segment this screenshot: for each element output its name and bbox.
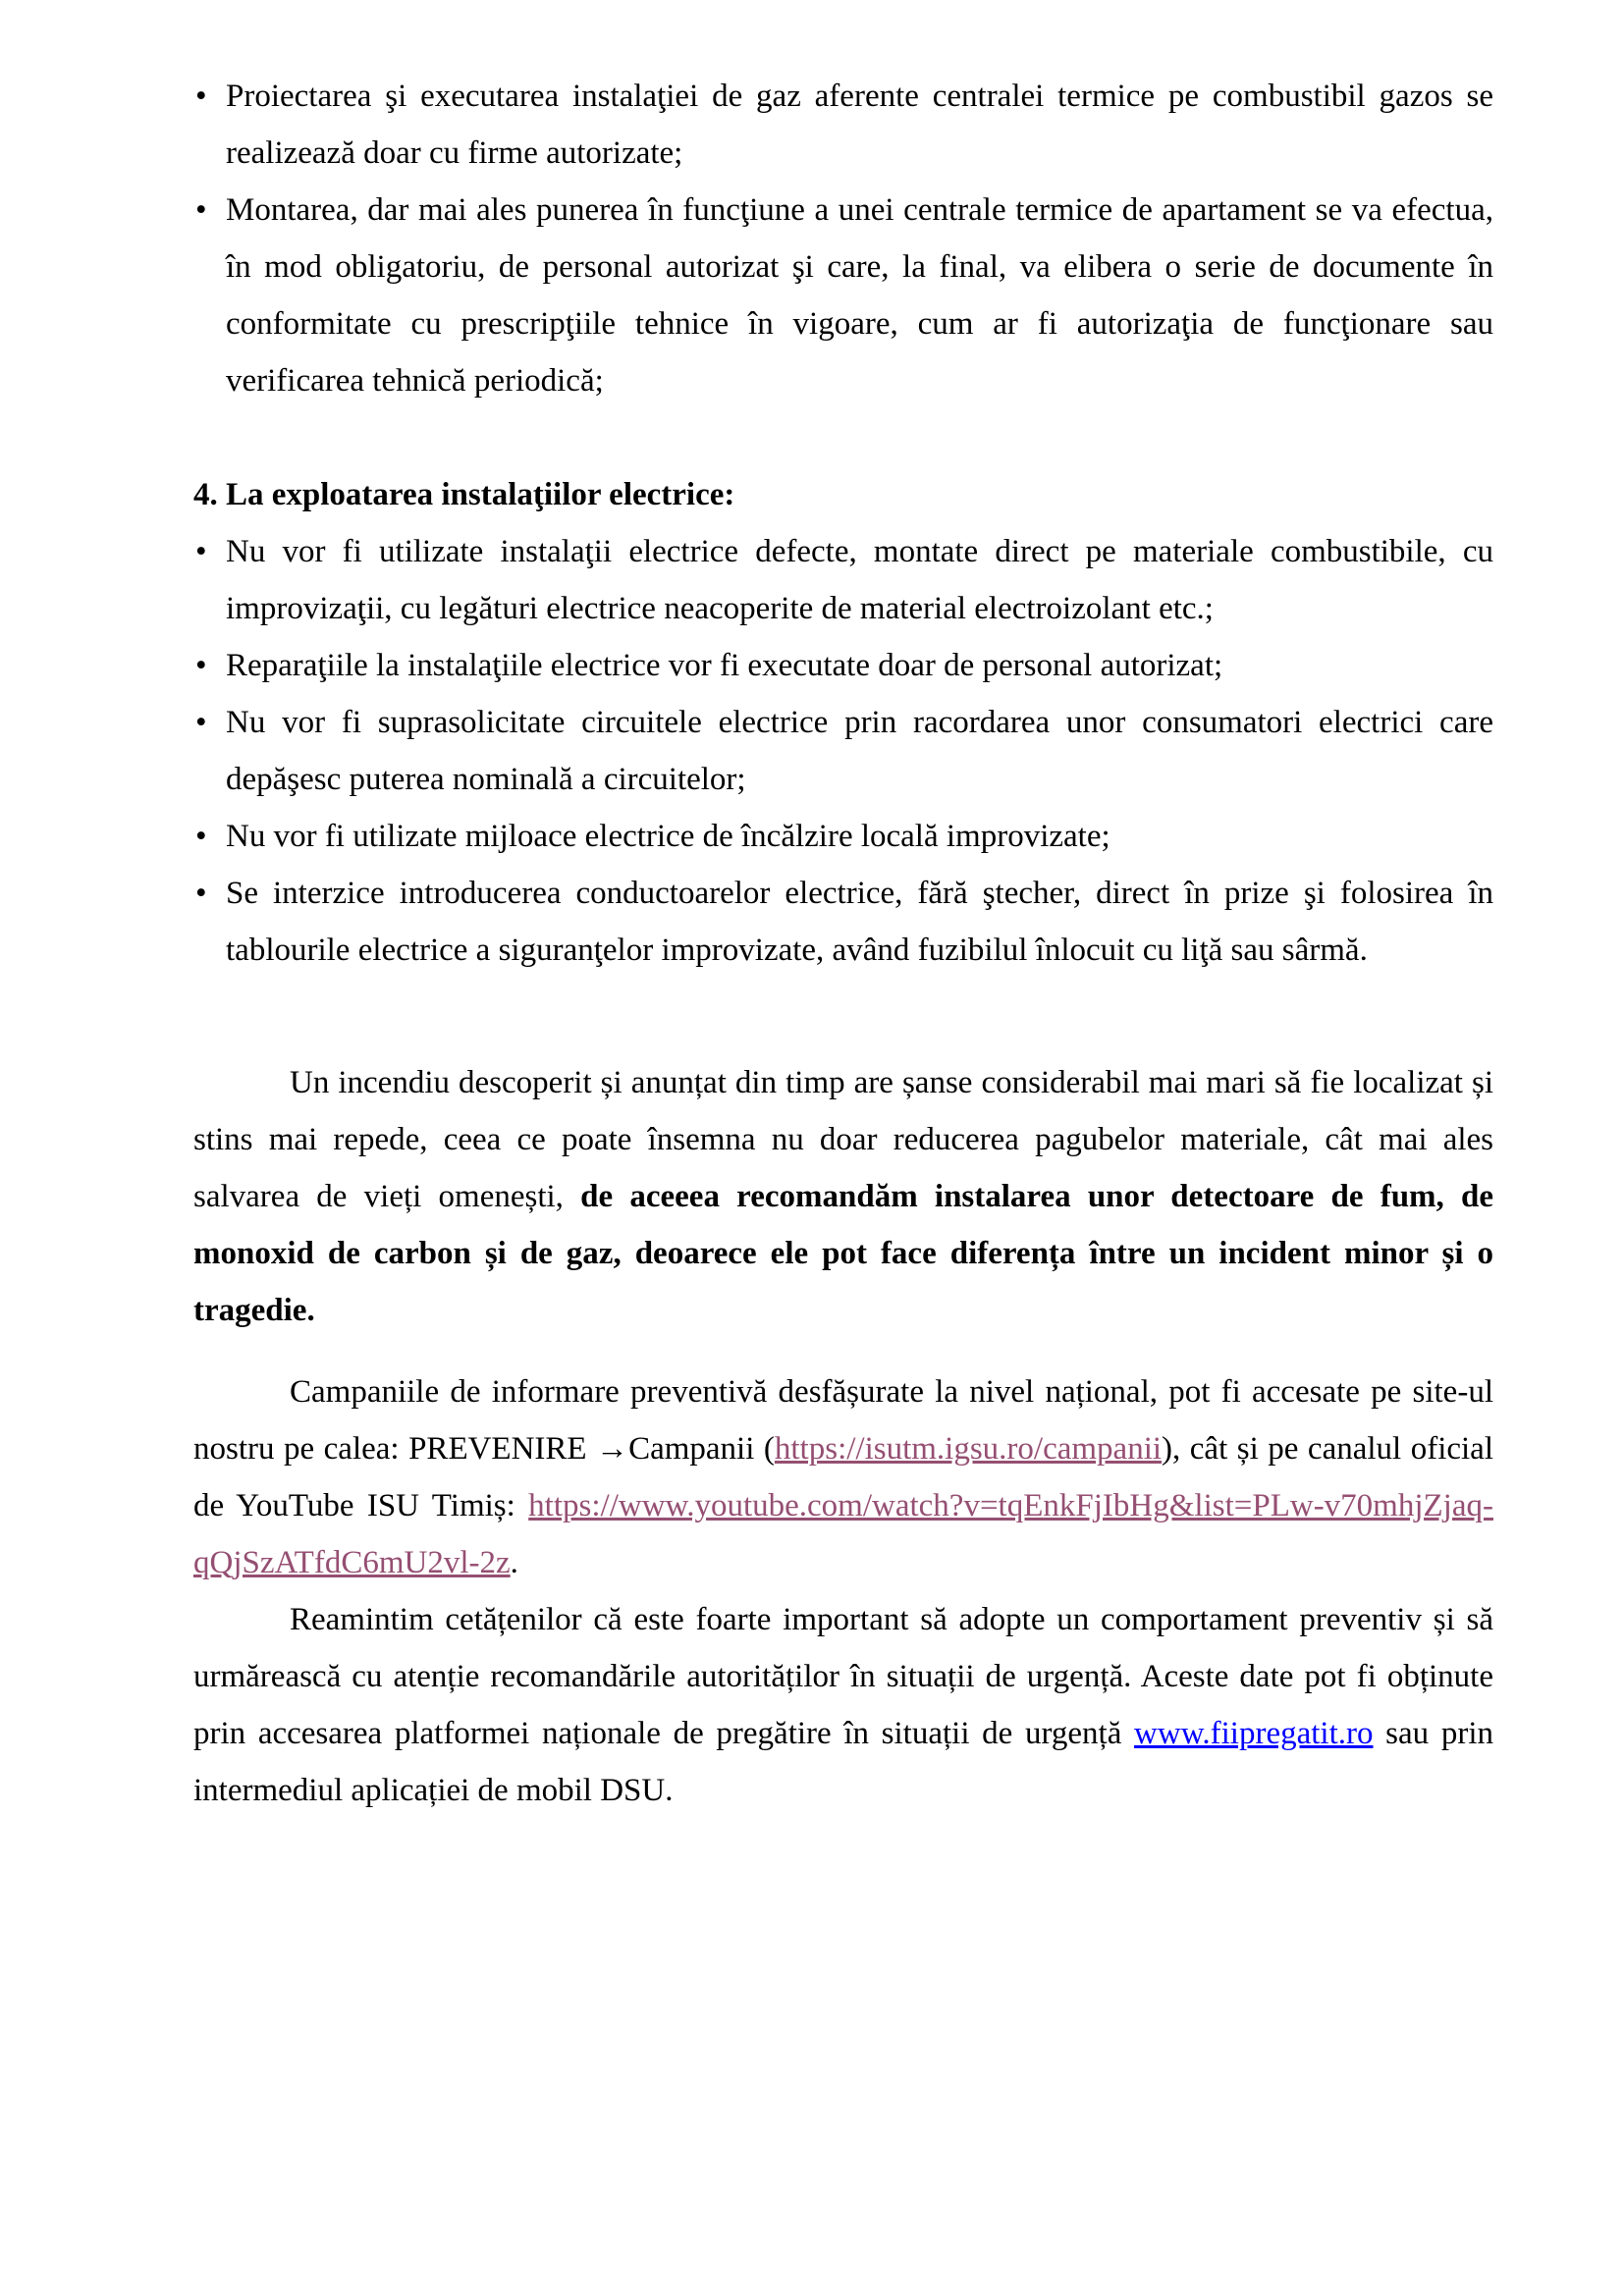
list-item [193, 68, 1493, 182]
bullet-icon: • [195, 192, 207, 228]
list-item-text: Nu vor fi utilizate instalaţii electrice defecte, montate direct pe materiale combustibile, cu improvizaţii, cu legături electrice neacoperite de material electroizolant etc.; [226, 534, 1493, 626]
list-item [193, 865, 1493, 979]
paragraph-reminder [193, 1591, 1493, 1819]
list-item-text: Se interzice introducerea conductoarelor electrice, fără ştecher, direct în prize şi folosirea în tablourile electrice a siguranţelor improvizate, având fuzibilul înlocuit cu liţă sau sârmă. [226, 876, 1493, 968]
document-body [193, 0, 1493, 1819]
paragraph-bold-recommendation: de aceeea recomandăm instalarea unor detectoare de fum, de monoxid de carbon și de gaz, deoarece ele pot face diferența între un incident minor și o tragedie. [193, 1179, 1493, 1328]
list-item [193, 182, 1493, 409]
paragraph-text: ), cât și pe canalul oficial de YouTube ISU Timiș: [193, 1431, 1493, 1523]
paragraph-text: sau prin intermediul aplicației de mobil DSU. [193, 1716, 1493, 1808]
list-item [193, 637, 1493, 694]
bullet-icon: • [195, 819, 207, 854]
campaigns-link[interactable]: https://isutm.igsu.ro/campanii [774, 1431, 1163, 1467]
bullet-icon: • [195, 648, 207, 683]
electric-bullet-list [193, 523, 1493, 979]
bullet-icon: • [195, 79, 207, 114]
list-item-text: Nu vor fi suprasolicitate circuitele electrice prin racordarea unor consumatori electrici care depăşesc puterea nominală a circuitelor; [226, 705, 1493, 797]
list-item [193, 694, 1493, 808]
paragraph-fire-detection [193, 1054, 1493, 1339]
list-item [193, 523, 1493, 637]
fiipregatit-link[interactable]: www.fiipregatit.ro [1134, 1716, 1374, 1751]
paragraph-text: Un incendiu descoperit și anunțat din timp are șanse considerabil mai mari să fie localizat și stins mai repede, ceea ce poate însemna nu doar reducerea pagubelor materiale, cât mai ales salvarea de vieți omenești, [193, 1065, 1493, 1214]
list-item-text: Nu vor fi utilizate mijloace electrice de încălzire locală improvizate; [226, 819, 1110, 854]
list-item-text: Proiectarea şi executarea instalaţiei de gaz aferente centralei termice pe combustibil gazos se realizează doar cu firme autorizate; [226, 79, 1493, 171]
paragraph-text: Campaniile de informare preventivă desfășurate la nivel național, pot fi accesate pe site-ul nostru pe calea: PREVENIRE →Campanii ( [193, 1374, 1493, 1467]
paragraph-text: Reamintim cetățenilor că este foarte important să adopte un comportament preventiv și să urmărească cu atenție recomandările autorităților în situații de urgență. Aceste date pot fi obținute prin accesarea platformei naționale de pregătire în situații de urgență [193, 1602, 1493, 1751]
gas-bullet-list [193, 68, 1493, 409]
bullet-icon: • [195, 705, 207, 740]
paragraph-text: . [510, 1545, 518, 1580]
paragraph-campaigns [193, 1363, 1493, 1591]
youtube-playlist-link[interactable]: https://www.youtube.com/watch?v=tqEnkFjIbHg&list=PLw-v70mhjZjaq-qQjSzATfdC6mU2vl-2z [193, 1488, 1493, 1580]
list-item-text: Montarea, dar mai ales punerea în funcţiune a unei centrale termice de apartament se va efectua, în mod obligatoriu, de personal autorizat şi care, la final, va elibera o serie de documente în conformitate cu prescripţiile tehnice în vigoare, cum ar fi autorizaţia de funcţionare sau verificarea tehnică periodică; [226, 192, 1493, 399]
section-heading: 4. La exploatarea instalaţiilor electrice: [193, 477, 735, 512]
bullet-icon: • [195, 876, 207, 911]
list-item [193, 808, 1493, 865]
bullet-icon: • [195, 534, 207, 569]
list-item-text: Reparaţiile la instalaţiile electrice vor fi executate doar de personal autorizat; [226, 648, 1223, 683]
